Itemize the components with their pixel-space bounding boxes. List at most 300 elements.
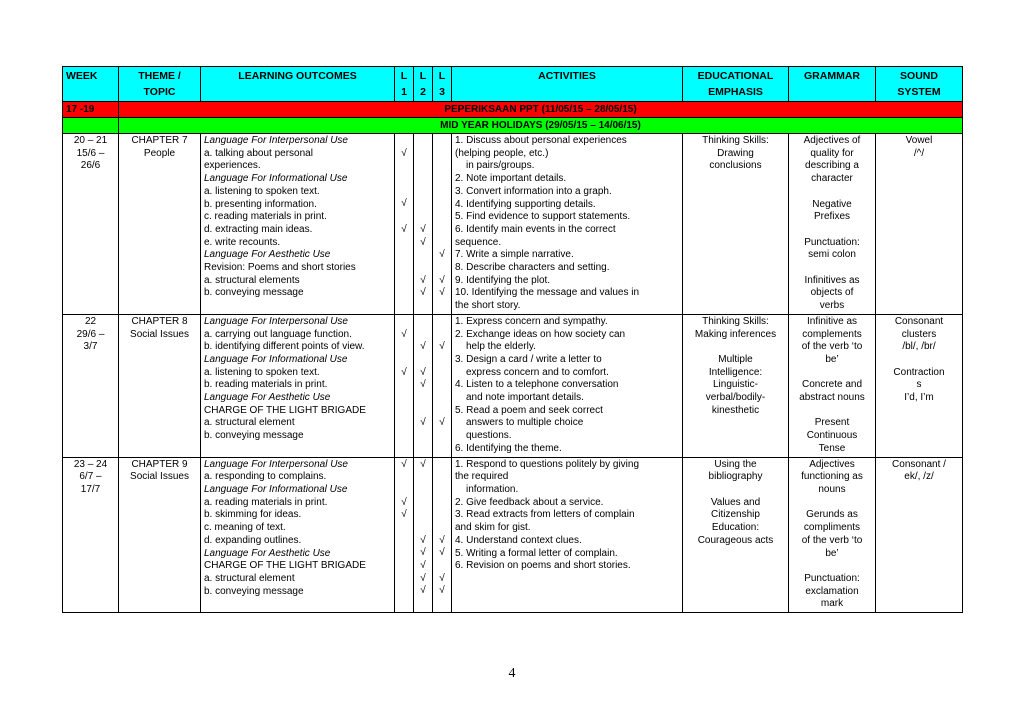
cell-line: Concrete and <box>801 379 863 391</box>
exam-banner-week: 17 -19 <box>63 102 119 118</box>
cell-line <box>792 262 872 275</box>
check-mark: √ <box>401 198 407 210</box>
check-mark <box>395 522 413 535</box>
activity-line: in pairs/groups. <box>466 160 535 172</box>
outcome-line: b. identifying different points of view. <box>204 341 365 353</box>
level-1-cell <box>395 314 414 457</box>
activities-cell <box>452 134 683 315</box>
activity-line: 6. Identifying the theme. <box>455 442 562 454</box>
outcome-line: Language For Informational Use <box>204 483 348 495</box>
cell-line: kinesthetic <box>711 404 760 416</box>
cell-line <box>686 484 785 497</box>
cell-line: Prefixes <box>813 211 851 223</box>
cell-line: describing a <box>805 160 859 172</box>
cell-line: Multiple <box>718 353 753 365</box>
cell-line: be’ <box>825 547 839 559</box>
check-mark: √ <box>420 572 426 584</box>
header-learning-outcomes: LEARNING OUTCOMES <box>201 67 395 102</box>
cell-line: objects of <box>810 287 854 299</box>
grammar-cell <box>789 134 876 315</box>
activity-line: information. <box>466 483 519 495</box>
week-row <box>63 457 963 612</box>
check-mark <box>395 547 413 560</box>
cell-line: 26/6 <box>80 160 101 172</box>
cell-line <box>792 367 872 380</box>
check-mark <box>395 186 413 199</box>
cell-line: be’ <box>825 353 839 365</box>
check-mark <box>414 497 432 510</box>
check-mark <box>414 329 432 342</box>
cell-line: I’d, I’m <box>904 392 934 404</box>
outcome-line: b. skimming for ideas. <box>204 509 302 521</box>
check-mark <box>433 471 451 484</box>
activity-line: 9. Identifying the plot. <box>455 274 551 286</box>
holiday-banner-row <box>63 118 963 134</box>
cell-line: bibliography <box>708 471 763 483</box>
check-mark <box>433 211 451 224</box>
outcome-line: d. extracting main ideas. <box>204 223 313 235</box>
cell-line: compliments <box>803 522 861 534</box>
outcome-line: CHARGE OF THE LIGHT BRIGADE <box>204 404 366 416</box>
level-3-cell <box>433 457 452 612</box>
check-mark: √ <box>439 341 445 353</box>
check-mark <box>433 173 451 186</box>
outcome-line: c. meaning of text. <box>204 522 286 534</box>
cell-line: Negative <box>812 198 852 210</box>
activity-line: 6. Revision on poems and short stories. <box>455 560 631 572</box>
check-mark: √ <box>401 366 407 378</box>
outcome-line: b. conveying message <box>204 585 304 597</box>
cell-line: 22 <box>84 315 97 327</box>
cell-line: Present <box>814 417 850 429</box>
outcome-line: Language For Informational Use <box>204 173 348 185</box>
outcome-line: Revision: Poems and short stories <box>204 262 356 274</box>
holiday-banner-week <box>63 118 119 134</box>
check-mark <box>395 535 413 548</box>
cell-line: Thinking Skills: <box>702 315 769 327</box>
outcome-line: a. responding to complains. <box>204 471 327 483</box>
check-mark: √ <box>401 496 407 508</box>
cell-line: conclusions <box>709 160 762 172</box>
check-mark <box>433 148 451 161</box>
check-mark: √ <box>420 547 426 559</box>
cell-line: Drawing <box>717 147 754 159</box>
check-mark <box>433 198 451 211</box>
outcome-line: e. write recounts. <box>204 236 281 248</box>
check-mark <box>414 211 432 224</box>
cell-line: /^/ <box>913 147 925 159</box>
exam-banner-row <box>63 102 963 118</box>
check-mark: √ <box>401 328 407 340</box>
cell-line: ek/, /z/ <box>904 471 934 483</box>
cell-line: 3/7 <box>83 341 98 353</box>
check-mark <box>414 392 432 405</box>
activity-line: help the elderly. <box>466 341 536 353</box>
check-mark <box>414 509 432 522</box>
header-level-1: L 1 <box>395 67 414 102</box>
check-mark <box>395 573 413 586</box>
cell-line: Punctuation: <box>804 236 860 248</box>
cell-line: quality for <box>810 147 854 159</box>
cell-line: Making inferences <box>694 328 777 340</box>
level-3-cell <box>433 314 452 457</box>
cell-line: Courageous acts <box>697 534 774 546</box>
check-mark <box>395 341 413 354</box>
educational-emphasis-cell <box>683 457 789 612</box>
cell-line: Social Issues <box>130 328 189 340</box>
check-mark: √ <box>420 223 426 235</box>
outcome-line: Language For Interpersonal Use <box>204 315 348 327</box>
check-mark: √ <box>439 572 445 584</box>
activity-line: 7. Write a simple narrative. <box>455 249 574 261</box>
activity-line: 3. Design a card / write a letter to <box>455 353 602 365</box>
outcome-line: experiences. <box>204 160 261 172</box>
check-mark <box>414 160 432 173</box>
level-2-cell <box>414 134 433 315</box>
activity-line: 4. Understand context clues. <box>455 534 582 546</box>
check-mark <box>395 316 413 329</box>
cell-line: Tense <box>818 442 846 454</box>
level-1-cell <box>395 457 414 612</box>
outcome-line: a. reading materials in print. <box>204 496 328 508</box>
exam-banner-text: PEPERIKSAAN PPT (11/05/15 – 28/05/15) <box>119 102 963 118</box>
outcome-line: Language For Interpersonal Use <box>204 135 348 146</box>
cell-line: Consonant <box>894 315 944 327</box>
learning-outcomes-cell <box>201 134 395 315</box>
check-mark <box>433 522 451 535</box>
header-educational-emphasis: EDUCATIONAL EMPHASIS <box>683 67 789 102</box>
activity-line: (helping people, etc.) <box>455 147 549 159</box>
cell-line <box>792 497 872 510</box>
outcome-line: d. expanding outlines. <box>204 534 302 546</box>
outcome-line: b. presenting information. <box>204 198 317 210</box>
activity-line: 2. Exchange ideas on how society can <box>455 328 626 340</box>
check-mark <box>433 560 451 573</box>
cell-line: complements <box>802 328 862 340</box>
cell-line: Vowel <box>905 135 933 146</box>
outcome-line: a. carrying out language function. <box>204 328 352 340</box>
level-2-cell <box>414 314 433 457</box>
check-mark: √ <box>420 366 426 378</box>
cell-line: semi colon <box>808 249 856 261</box>
page-number: 4 <box>508 666 516 681</box>
activity-line: answers to multiple choice <box>466 417 584 429</box>
outcome-line: b. conveying message <box>204 287 304 299</box>
cell-line: 15/6 – <box>76 147 105 159</box>
check-mark: √ <box>439 274 445 286</box>
theme-cell <box>119 457 201 612</box>
activity-line: 3. Read extracts from letters of complain <box>455 509 635 521</box>
activity-line: 5. Read a poem and seek correct <box>455 404 603 416</box>
check-mark <box>414 522 432 535</box>
check-mark: √ <box>401 147 407 159</box>
outcome-line: a. talking about personal <box>204 147 313 159</box>
cell-line: 23 – 24 <box>73 458 108 470</box>
outcome-line: a. listening to spoken text. <box>204 185 320 197</box>
activity-line: and skim for gist. <box>455 522 531 534</box>
outcome-line: Language For Aesthetic Use <box>204 547 331 559</box>
header-row <box>63 67 963 102</box>
cell-line <box>686 341 785 354</box>
activity-line: 2. Note important details. <box>455 173 567 185</box>
check-mark: √ <box>420 417 426 429</box>
check-mark <box>433 405 451 418</box>
header-week: WEEK <box>63 67 119 102</box>
week-cell <box>63 457 119 612</box>
check-mark <box>433 379 451 392</box>
check-mark: √ <box>439 534 445 546</box>
check-mark <box>433 484 451 497</box>
cell-line: verbal/bodily- <box>705 392 766 404</box>
activity-line: the required <box>455 471 509 483</box>
check-mark <box>395 430 413 443</box>
check-mark <box>395 173 413 186</box>
check-mark: √ <box>420 458 426 470</box>
check-mark <box>414 186 432 199</box>
activity-line: and note important details. <box>466 392 584 404</box>
outcome-line: Language For Aesthetic Use <box>204 249 331 261</box>
activity-line: 4. Identifying supporting details. <box>455 198 596 210</box>
sound-system-cell <box>876 314 963 457</box>
check-mark <box>395 262 413 275</box>
cell-line <box>792 186 872 199</box>
check-mark <box>433 237 451 250</box>
check-mark <box>395 405 413 418</box>
cell-line: verbs <box>819 300 845 312</box>
cell-line: Infinitives as <box>804 274 860 286</box>
activity-line: sequence. <box>455 236 502 248</box>
check-mark <box>395 585 413 598</box>
activities-cell <box>452 314 683 457</box>
check-mark <box>433 186 451 199</box>
educational-emphasis-cell <box>683 134 789 315</box>
check-mark: √ <box>420 534 426 546</box>
activity-line: questions. <box>466 430 512 442</box>
holiday-banner-text: MID YEAR HOLIDAYS (29/05/15 – 14/06/15) <box>119 118 963 134</box>
check-mark <box>433 224 451 237</box>
activity-line: 2. Give feedback about a service. <box>455 496 604 508</box>
activity-line: 6. Identify main events in the correct <box>455 223 616 235</box>
check-mark: √ <box>401 458 407 470</box>
check-mark <box>395 287 413 300</box>
scheme-of-work-table <box>62 66 963 613</box>
activity-line: 1. Respond to questions politely by giving <box>455 458 640 470</box>
cell-line: Using the <box>714 458 757 470</box>
check-mark: √ <box>420 287 426 299</box>
check-mark: √ <box>401 223 407 235</box>
check-mark <box>395 249 413 262</box>
sound-system-cell <box>876 457 963 612</box>
header-sound-system: SOUND SYSTEM <box>876 67 963 102</box>
cell-line: Adjectives <box>809 458 855 470</box>
cell-line: Social Issues <box>130 471 189 483</box>
check-mark <box>414 249 432 262</box>
check-mark <box>414 316 432 329</box>
header-level-3: L 3 <box>433 67 452 102</box>
cell-line: Continuous <box>806 430 858 442</box>
check-mark <box>395 560 413 573</box>
check-mark <box>414 471 432 484</box>
cell-line: of the verb ‘to <box>801 341 863 353</box>
check-mark <box>395 237 413 250</box>
outcome-line: b. conveying message <box>204 430 304 442</box>
check-mark <box>433 316 451 329</box>
cell-line: of the verb ‘to <box>801 534 863 546</box>
cell-line <box>879 354 959 367</box>
outcome-line: a. structural element <box>204 417 295 429</box>
activities-cell <box>452 457 683 612</box>
level-1-cell <box>395 134 414 315</box>
check-mark <box>433 497 451 510</box>
cell-line <box>792 405 872 418</box>
cell-line: abstract nouns <box>799 392 865 404</box>
header-activities: ACTIVITIES <box>452 67 683 102</box>
cell-line: Punctuation: <box>804 572 860 584</box>
cell-line: s <box>916 379 922 391</box>
outcome-line: Language For Informational Use <box>204 353 348 365</box>
check-mark: √ <box>420 236 426 248</box>
check-mark <box>395 135 413 148</box>
cell-line: Intelligence: <box>708 366 763 378</box>
check-mark <box>433 135 451 148</box>
check-mark: √ <box>420 585 426 597</box>
activity-line: 8. Describe characters and setting. <box>455 262 610 274</box>
header-theme: THEME / TOPIC <box>119 67 201 102</box>
learning-outcomes-cell <box>201 457 395 612</box>
cell-line: Values and <box>710 496 761 508</box>
check-mark <box>433 509 451 522</box>
cell-line: Adjectives of <box>803 135 861 146</box>
learning-outcomes-cell <box>201 314 395 457</box>
outcome-line: CHARGE OF THE LIGHT BRIGADE <box>204 560 366 572</box>
check-mark <box>433 430 451 443</box>
check-mark: √ <box>420 379 426 391</box>
activity-line: 4. Listen to a telephone conversation <box>455 379 619 391</box>
check-mark: √ <box>420 274 426 286</box>
check-mark <box>414 354 432 367</box>
activity-line: the short story. <box>455 300 521 312</box>
check-mark <box>395 379 413 392</box>
activity-line: 10. Identifying the message and values in <box>455 287 640 299</box>
cell-line: exclamation <box>805 585 859 597</box>
check-mark <box>395 484 413 497</box>
check-mark: √ <box>420 560 426 572</box>
cell-line: 6/7 – <box>79 471 102 483</box>
activity-line: 3. Convert information into a graph. <box>455 185 612 197</box>
theme-cell <box>119 134 201 315</box>
cell-line: Consonant / <box>892 458 946 470</box>
check-mark <box>414 148 432 161</box>
week-row <box>63 134 963 315</box>
cell-line: functioning as <box>801 471 863 483</box>
week-row <box>63 314 963 457</box>
check-mark <box>395 354 413 367</box>
header-grammar: GRAMMAR <box>789 67 876 102</box>
outcome-line: a. structural elements <box>204 274 300 286</box>
check-mark <box>433 367 451 380</box>
check-mark <box>414 430 432 443</box>
check-mark <box>433 329 451 342</box>
grammar-cell <box>789 314 876 457</box>
check-mark: √ <box>439 417 445 429</box>
cell-line: Contraction <box>893 366 945 378</box>
cell-line: People <box>143 147 176 159</box>
check-mark <box>414 484 432 497</box>
cell-line: 17/7 <box>80 483 101 495</box>
check-mark <box>414 173 432 186</box>
check-mark <box>433 160 451 173</box>
check-mark <box>395 211 413 224</box>
cell-line <box>792 560 872 573</box>
check-mark: √ <box>439 547 445 559</box>
cell-line: Education: <box>711 522 760 534</box>
check-mark <box>395 471 413 484</box>
cell-line: nouns <box>818 483 846 495</box>
outcome-line: Language For Interpersonal Use <box>204 458 348 470</box>
header-level-2: L 2 <box>414 67 433 102</box>
check-mark <box>433 392 451 405</box>
cell-line <box>792 224 872 237</box>
activity-line: 1. Discuss about personal experiences <box>455 135 627 146</box>
level-2-cell <box>414 457 433 612</box>
week-cell <box>63 314 119 457</box>
cell-line: clusters <box>901 328 937 340</box>
cell-line: Linguistic- <box>712 379 759 391</box>
activity-line: 5. Find evidence to support statements. <box>455 211 631 223</box>
theme-cell <box>119 314 201 457</box>
cell-line: Infinitive as <box>806 315 858 327</box>
cell-line: 20 – 21 <box>73 135 108 146</box>
grammar-cell <box>789 457 876 612</box>
outcome-line: a. listening to spoken text. <box>204 366 320 378</box>
check-mark <box>395 392 413 405</box>
check-mark: √ <box>439 287 445 299</box>
cell-line: Thinking Skills: <box>702 135 769 146</box>
outcome-line: c. reading materials in print. <box>204 211 327 223</box>
outcome-line: b. reading materials in print. <box>204 379 328 391</box>
cell-line: Gerunds as <box>806 509 858 521</box>
cell-line: CHAPTER 9 <box>131 458 188 470</box>
check-mark: √ <box>439 585 445 597</box>
cell-line: mark <box>820 598 844 610</box>
level-3-cell <box>433 134 452 315</box>
check-mark <box>395 160 413 173</box>
check-mark <box>414 405 432 418</box>
check-mark <box>414 135 432 148</box>
check-mark: √ <box>420 341 426 353</box>
outcome-line: a. structural element <box>204 572 295 584</box>
cell-line: CHAPTER 8 <box>131 315 188 327</box>
cell-line: /bl/, /br/ <box>902 341 936 353</box>
activity-line: 5. Writing a formal letter of complain. <box>455 547 618 559</box>
educational-emphasis-cell <box>683 314 789 457</box>
cell-line: Citizenship <box>711 509 760 521</box>
cell-line: 29/6 – <box>76 328 105 340</box>
check-mark <box>395 417 413 430</box>
week-cell <box>63 134 119 315</box>
cell-line: character <box>811 173 853 185</box>
sound-system-cell <box>876 134 963 315</box>
check-mark <box>395 275 413 288</box>
check-mark: √ <box>401 509 407 521</box>
activity-line: 1. Express concern and sympathy. <box>455 315 608 327</box>
check-mark <box>414 198 432 211</box>
outcome-line: Language For Aesthetic Use <box>204 392 331 404</box>
check-mark <box>433 459 451 472</box>
check-mark <box>433 354 451 367</box>
check-mark <box>414 262 432 275</box>
activity-line: express concern and to comfort. <box>466 366 609 378</box>
